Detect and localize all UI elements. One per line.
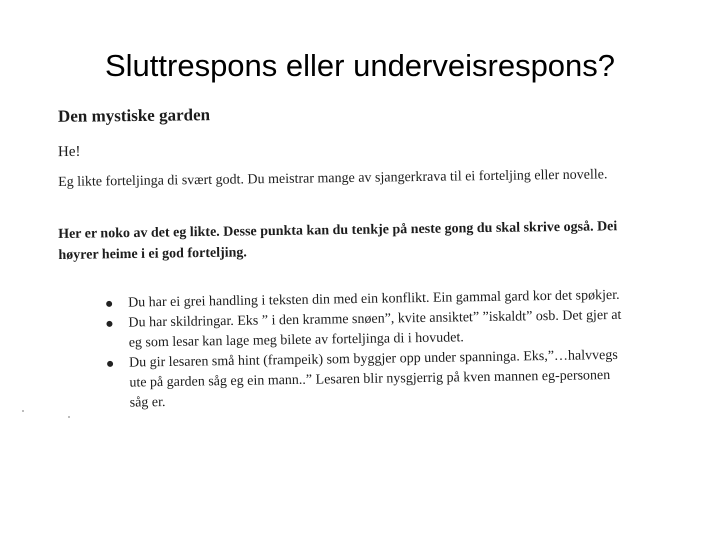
document-title: Den mystiske garden — [57, 105, 211, 126]
list-item — [103, 346, 624, 414]
bullet-icon — [107, 361, 113, 367]
slide-title: Sluttrespons eller underveisrespons? — [104, 48, 616, 83]
bullet-icon — [106, 321, 112, 327]
scan-speck — [22, 410, 24, 412]
bullet-icon — [106, 301, 112, 307]
intro-paragraph: Eg likte forteljinga di svært godt. Du meistrar mange av sjangerkrava til ei forteljing eller novelle. — [58, 167, 608, 190]
liked-heading-paragraph: Her er noko av det eg likte. Desse punkta kan du tenkje på neste gong du skal skrive også. Dei høyrer heime i ei god forteljing. — [58, 219, 618, 263]
bullet-text: Du gir lesaren små hint (frampeik) som byggjer opp under spanninga. Eks,”…halvvegs ute på garden såg eg ein mann..” Lesaren blir nysgjerrig på kven mannen eg-personen såg er. — [128, 347, 618, 411]
greeting-text: He! — [57, 143, 81, 161]
bullet-text: Du har skildringar. Eks ” i den kramme snøen”, kvite ansiktet” ”iskaldt” osb. Det gjer at eg som lesar kan lage meg bilete av forteljinga di i hovudet. — [128, 307, 622, 351]
bullet-text: Du har ei grei handling i teksten din med ein konflikt. Ein gammal gard kor det spøkjer. — [128, 287, 620, 311]
scanned-document — [22, 100, 662, 430]
feedback-bullet-list — [102, 286, 624, 414]
scan-speck — [68, 416, 70, 418]
